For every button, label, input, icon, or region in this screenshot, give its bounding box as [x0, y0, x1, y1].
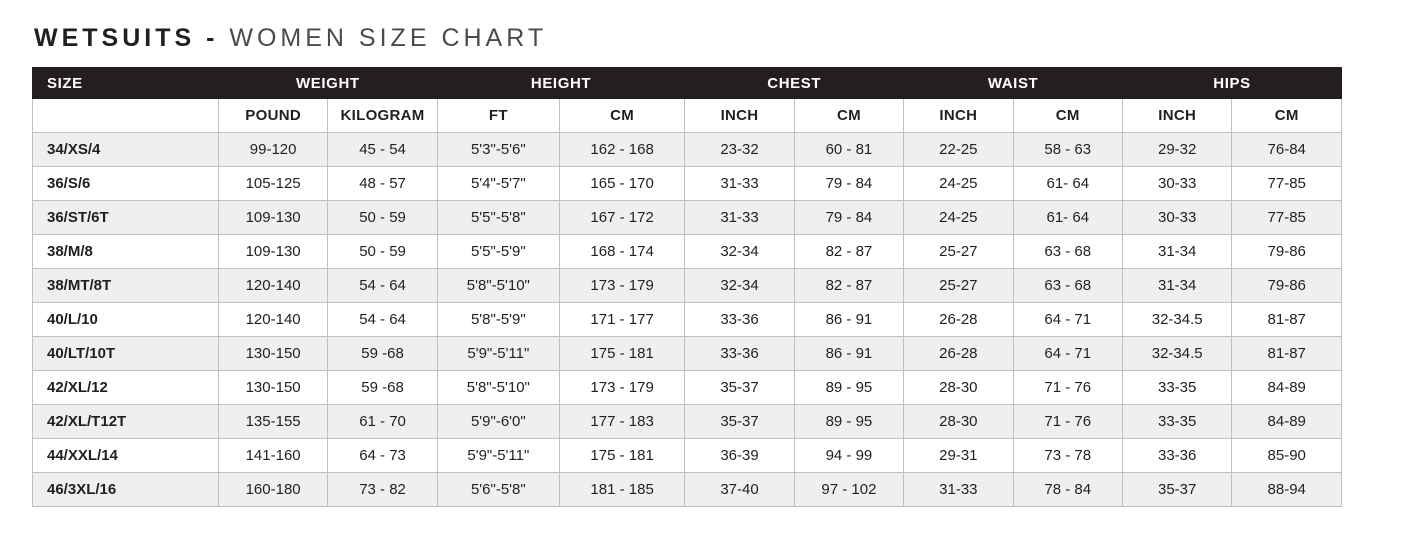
measurement-cell: 35-37 — [685, 405, 794, 439]
measurement-cell: 22-25 — [904, 133, 1013, 167]
sub-header-waist-inch: INCH — [904, 99, 1013, 133]
measurement-cell: 79 - 84 — [794, 201, 903, 235]
measurement-cell: 173 - 179 — [559, 269, 684, 303]
measurement-cell: 5'6"-5'8" — [437, 473, 559, 507]
measurement-cell: 32-34.5 — [1122, 337, 1231, 371]
measurement-cell: 31-34 — [1122, 235, 1231, 269]
measurement-cell: 82 - 87 — [794, 235, 903, 269]
size-cell: 36/S/6 — [33, 167, 219, 201]
measurement-cell: 81-87 — [1232, 337, 1342, 371]
table-row — [33, 235, 1342, 269]
measurement-cell: 61- 64 — [1013, 201, 1122, 235]
size-cell: 38/M/8 — [33, 235, 219, 269]
measurement-cell: 54 - 64 — [328, 269, 437, 303]
measurement-cell: 73 - 82 — [328, 473, 437, 507]
size-chart-table — [32, 67, 1342, 507]
measurement-cell: 5'9"-5'11" — [437, 337, 559, 371]
measurement-cell: 50 - 59 — [328, 235, 437, 269]
measurement-cell: 105-125 — [218, 167, 327, 201]
table-row — [33, 405, 1342, 439]
group-header-height: HEIGHT — [437, 68, 685, 99]
group-header-hips: HIPS — [1122, 68, 1341, 99]
measurement-cell: 54 - 64 — [328, 303, 437, 337]
sub-header-hips-inch: INCH — [1122, 99, 1231, 133]
measurement-cell: 64 - 73 — [328, 439, 437, 473]
measurement-cell: 31-34 — [1122, 269, 1231, 303]
measurement-cell: 177 - 183 — [559, 405, 684, 439]
group-header-waist: WAIST — [904, 68, 1123, 99]
measurement-cell: 71 - 76 — [1013, 405, 1122, 439]
measurement-cell: 5'3"-5'6" — [437, 133, 559, 167]
measurement-cell: 59 -68 — [328, 371, 437, 405]
table-row — [33, 303, 1342, 337]
measurement-cell: 94 - 99 — [794, 439, 903, 473]
measurement-cell: 97 - 102 — [794, 473, 903, 507]
group-header-weight: WEIGHT — [218, 68, 437, 99]
measurement-cell: 84-89 — [1232, 371, 1342, 405]
measurement-cell: 89 - 95 — [794, 405, 903, 439]
page-title-bold: WETSUITS - — [34, 24, 230, 52]
measurement-cell: 120-140 — [218, 269, 327, 303]
measurement-cell: 59 -68 — [328, 337, 437, 371]
measurement-cell: 77-85 — [1232, 201, 1342, 235]
measurement-cell: 79-86 — [1232, 269, 1342, 303]
group-header-row — [33, 68, 1342, 99]
size-cell: 38/MT/8T — [33, 269, 219, 303]
measurement-cell: 84-89 — [1232, 405, 1342, 439]
measurement-cell: 5'5"-5'8" — [437, 201, 559, 235]
size-cell: 44/XXL/14 — [33, 439, 219, 473]
measurement-cell: 5'4"-5'7" — [437, 167, 559, 201]
measurement-cell: 79 - 84 — [794, 167, 903, 201]
measurement-cell: 86 - 91 — [794, 303, 903, 337]
measurement-cell: 35-37 — [685, 371, 794, 405]
measurement-cell: 77-85 — [1232, 167, 1342, 201]
measurement-cell: 31-33 — [685, 167, 794, 201]
measurement-cell: 5'9"-5'11" — [437, 439, 559, 473]
measurement-cell: 81-87 — [1232, 303, 1342, 337]
table-row — [33, 201, 1342, 235]
measurement-cell: 61- 64 — [1013, 167, 1122, 201]
page-title — [34, 24, 1386, 53]
measurement-cell: 36-39 — [685, 439, 794, 473]
sub-header-height-cm: CM — [559, 99, 684, 133]
measurement-cell: 48 - 57 — [328, 167, 437, 201]
measurement-cell: 31-33 — [904, 473, 1013, 507]
measurement-cell: 31-33 — [685, 201, 794, 235]
measurement-cell: 45 - 54 — [328, 133, 437, 167]
measurement-cell: 5'8"-5'10" — [437, 371, 559, 405]
measurement-cell: 85-90 — [1232, 439, 1342, 473]
measurement-cell: 29-32 — [1122, 133, 1231, 167]
measurement-cell: 160-180 — [218, 473, 327, 507]
measurement-cell: 28-30 — [904, 405, 1013, 439]
measurement-cell: 109-130 — [218, 201, 327, 235]
measurement-cell: 130-150 — [218, 337, 327, 371]
measurement-cell: 5'5"-5'9" — [437, 235, 559, 269]
measurement-cell: 33-36 — [685, 303, 794, 337]
measurement-cell: 32-34 — [685, 235, 794, 269]
table-row — [33, 371, 1342, 405]
table-head — [33, 68, 1342, 133]
measurement-cell: 30-33 — [1122, 201, 1231, 235]
measurement-cell: 5'8"-5'10" — [437, 269, 559, 303]
sub-header-chest-inch: INCH — [685, 99, 794, 133]
measurement-cell: 141-160 — [218, 439, 327, 473]
measurement-cell: 23-32 — [685, 133, 794, 167]
size-cell: 42/XL/T12T — [33, 405, 219, 439]
measurement-cell: 63 - 68 — [1013, 235, 1122, 269]
measurement-cell: 61 - 70 — [328, 405, 437, 439]
table-row — [33, 337, 1342, 371]
table-row — [33, 473, 1342, 507]
sub-header-hips-cm: CM — [1232, 99, 1342, 133]
measurement-cell: 32-34.5 — [1122, 303, 1231, 337]
measurement-cell: 26-28 — [904, 337, 1013, 371]
page-title-light: WOMEN SIZE CHART — [229, 24, 548, 52]
table-body — [33, 133, 1342, 507]
measurement-cell: 5'8"-5'9" — [437, 303, 559, 337]
measurement-cell: 24-25 — [904, 167, 1013, 201]
measurement-cell: 29-31 — [904, 439, 1013, 473]
measurement-cell: 64 - 71 — [1013, 303, 1122, 337]
size-cell: 34/XS/4 — [33, 133, 219, 167]
measurement-cell: 120-140 — [218, 303, 327, 337]
measurement-cell: 86 - 91 — [794, 337, 903, 371]
sub-header-kilogram: KILOGRAM — [328, 99, 437, 133]
measurement-cell: 109-130 — [218, 235, 327, 269]
size-cell: 40/L/10 — [33, 303, 219, 337]
measurement-cell: 73 - 78 — [1013, 439, 1122, 473]
measurement-cell: 79-86 — [1232, 235, 1342, 269]
measurement-cell: 37-40 — [685, 473, 794, 507]
measurement-cell: 64 - 71 — [1013, 337, 1122, 371]
measurement-cell: 175 - 181 — [559, 439, 684, 473]
measurement-cell: 165 - 170 — [559, 167, 684, 201]
measurement-cell: 33-35 — [1122, 371, 1231, 405]
measurement-cell: 63 - 68 — [1013, 269, 1122, 303]
table-row — [33, 269, 1342, 303]
measurement-cell: 82 - 87 — [794, 269, 903, 303]
group-header-size: SIZE — [33, 68, 219, 99]
size-cell: 46/3XL/16 — [33, 473, 219, 507]
measurement-cell: 33-35 — [1122, 405, 1231, 439]
sub-header-ft: FT — [437, 99, 559, 133]
measurement-cell: 30-33 — [1122, 167, 1231, 201]
measurement-cell: 33-36 — [1122, 439, 1231, 473]
measurement-cell: 32-34 — [685, 269, 794, 303]
measurement-cell: 35-37 — [1122, 473, 1231, 507]
table-row — [33, 167, 1342, 201]
measurement-cell: 130-150 — [218, 371, 327, 405]
measurement-cell: 171 - 177 — [559, 303, 684, 337]
measurement-cell: 88-94 — [1232, 473, 1342, 507]
measurement-cell: 28-30 — [904, 371, 1013, 405]
size-cell: 40/LT/10T — [33, 337, 219, 371]
measurement-cell: 58 - 63 — [1013, 133, 1122, 167]
measurement-cell: 135-155 — [218, 405, 327, 439]
measurement-cell: 76-84 — [1232, 133, 1342, 167]
measurement-cell: 24-25 — [904, 201, 1013, 235]
measurement-cell: 167 - 172 — [559, 201, 684, 235]
sub-header-pound: POUND — [218, 99, 327, 133]
measurement-cell: 26-28 — [904, 303, 1013, 337]
measurement-cell: 162 - 168 — [559, 133, 684, 167]
group-header-chest: CHEST — [685, 68, 904, 99]
table-row — [33, 439, 1342, 473]
measurement-cell: 33-36 — [685, 337, 794, 371]
measurement-cell: 168 - 174 — [559, 235, 684, 269]
measurement-cell: 5'9"-6'0" — [437, 405, 559, 439]
measurement-cell: 50 - 59 — [328, 201, 437, 235]
size-cell: 42/XL/12 — [33, 371, 219, 405]
sub-header-blank — [33, 99, 219, 133]
measurement-cell: 60 - 81 — [794, 133, 903, 167]
sub-header-chest-cm: CM — [794, 99, 903, 133]
measurement-cell: 78 - 84 — [1013, 473, 1122, 507]
sub-header-waist-cm: CM — [1013, 99, 1122, 133]
measurement-cell: 89 - 95 — [794, 371, 903, 405]
measurement-cell: 99-120 — [218, 133, 327, 167]
size-cell: 36/ST/6T — [33, 201, 219, 235]
measurement-cell: 25-27 — [904, 269, 1013, 303]
measurement-cell: 175 - 181 — [559, 337, 684, 371]
table-row — [33, 133, 1342, 167]
measurement-cell: 71 - 76 — [1013, 371, 1122, 405]
measurement-cell: 25-27 — [904, 235, 1013, 269]
measurement-cell: 181 - 185 — [559, 473, 684, 507]
measurement-cell: 173 - 179 — [559, 371, 684, 405]
sub-header-row — [33, 99, 1342, 133]
